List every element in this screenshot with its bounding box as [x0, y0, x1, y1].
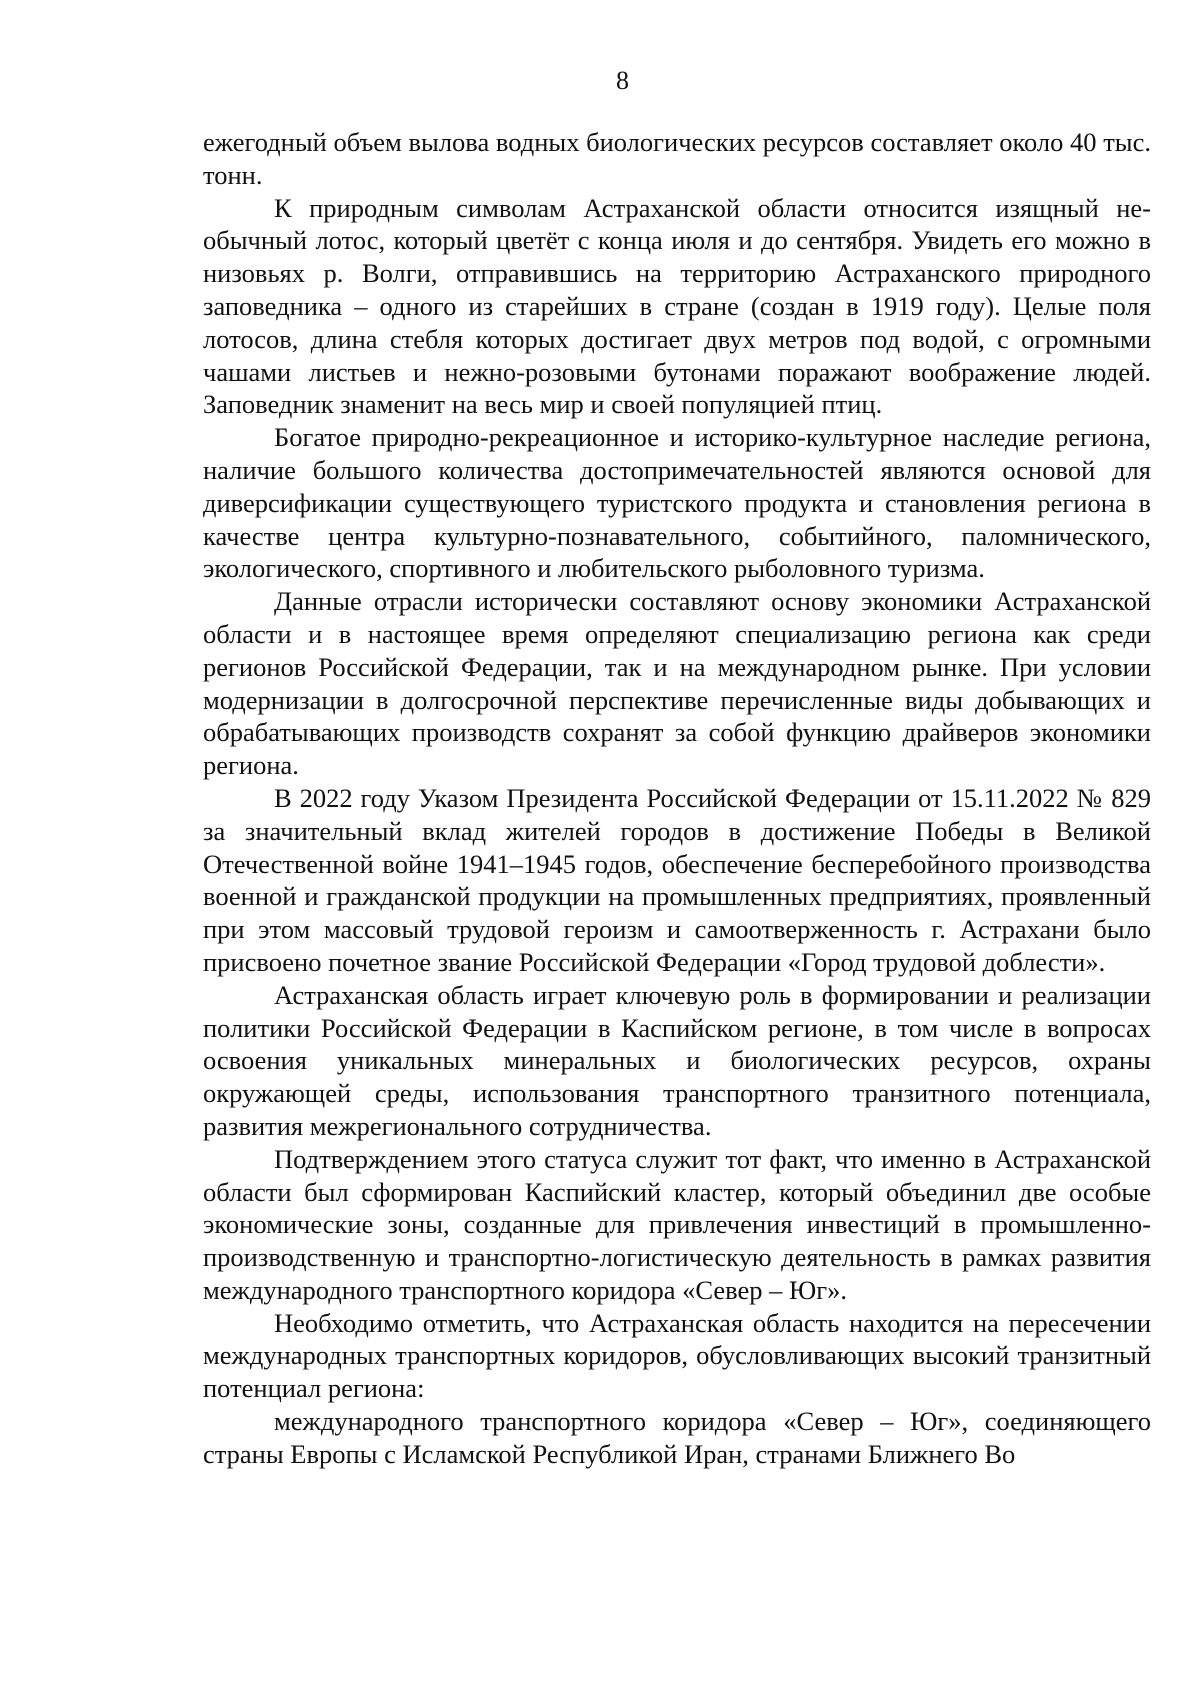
- paragraph-caspian-role: Астраханская область играет ключевую роль в формировании и реализации политики Российской Федерации в Каспийском регионе, в том числе в вопросах освоения уникальных минеральных и биологических ресурсов, охраны окружающей среды, использования транспортного транзитного потенциала, развития межрегионального сотрудничества.: [203, 979, 1151, 1141]
- paragraph-north-south-corridor: международного транспортного коридора «Север – Юг», соединяющего страны Европы с Исламской Республикой Иран, странами Ближнего Во: [203, 1406, 1151, 1469]
- document-body: [203, 126, 1151, 1471]
- paragraph-economy-sectors: Данные отрасли исторически составляют основу экономики Астраханской области и в настоящее время определяют специализацию региона как среди регионов Российской Федерации, так и на международном рынке. При условии модернизации в долгосрочной перспективе перечисленные виды добывающих и обрабатывающих производств сохранят за собой функцию драйверов экономики региона.: [203, 586, 1151, 781]
- paragraph-labor-valor-title: В 2022 году Указом Президента Российской Федерации от 15.11.2022 № 829 за значительный вклад жителей городов в достижение Победы в Великой Отечественной войне 1941–1945 годов, обеспечение бесперебойного производства военной и гражданской продукции на промышленных предприятиях, проявленный при этом массовый трудовой героизм и самоотверженность г. Астрахани было присвоено почетное звание Российской Федерации «Город трудовой доблести».: [203, 782, 1151, 977]
- paragraph-transport-corridors: Необходимо отметить, что Астраханская область находится на пересечении международных транспортных коридоров, обусловливающих высокий транзитный потенциал региона:: [203, 1307, 1151, 1404]
- paragraph-lotus: К природным символам Астраханской области относится изящный необычный лотос, который цветёт с конца июля и до сентября. Увидеть его можно в низовьях р. Волги, отправившись на территорию Астраханского природного заповедника – одного из старейших в стране (создан в 1919 году). Целые поля лотосов, длина стебля которых достигает двух метров под водой, с огромными чашами листьев и нежно-розовыми бутонами поражают воображение людей. Заповедник знаменит на весь мир и своей популяцией птиц.: [203, 192, 1151, 420]
- page-number: 8: [616, 66, 629, 95]
- paragraph-fishing-volume: ежегодный объем вылова водных биологических ресурсов составляет около 40 тыс. тонн.: [203, 127, 1151, 190]
- paragraph-caspian-cluster: Подтверждением этого статуса служит тот факт, что именно в Астраханской области был сформирован Каспийский кластер, который объединил две особые экономические зоны, созданные для привлечения инвестиций в промышленно-производственную и транспортно-логистическую деятельность в рамках развития международного транспортного коридора «Север – Юг».: [203, 1143, 1151, 1305]
- paragraph-tourism-heritage: Богатое природно-рекреационное и историко-культурное наследие региона, наличие большого количества достопримечательностей являются основой для диверсификации существующего туристского продукта и становления региона в качестве центра культурно-познавательного, событийного, паломнического, экологического, спортивного и любительского рыболовного туризма.: [203, 422, 1151, 584]
